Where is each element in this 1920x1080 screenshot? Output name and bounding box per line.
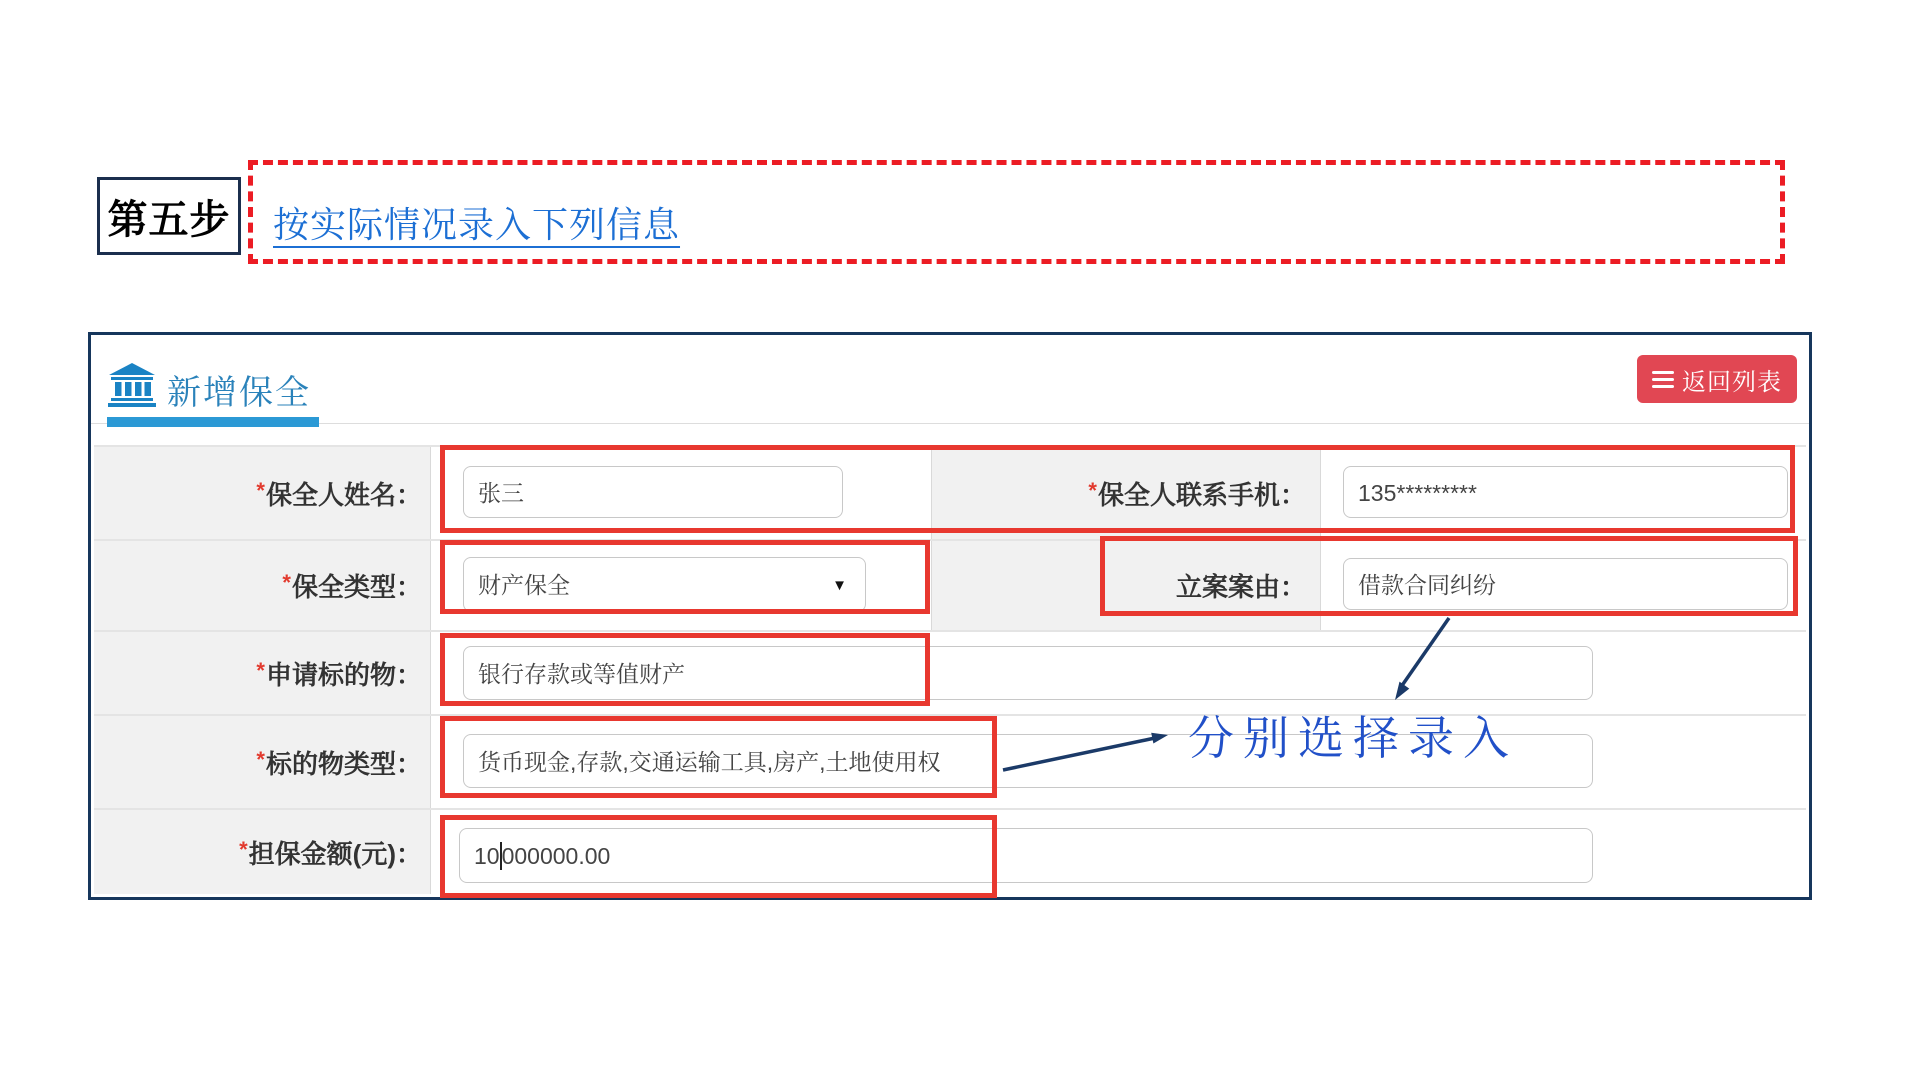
name-label: *保全人姓名：: [256, 477, 422, 510]
panel-header: [91, 335, 1809, 445]
row-subject-type: [94, 714, 1806, 808]
instruction-link[interactable]: 按实际情况录入下列信息: [273, 204, 681, 245]
panel-title: 新增保全: [167, 374, 311, 412]
name-input[interactable]: 张三: [463, 466, 843, 518]
row-amount: [94, 808, 1806, 894]
amount-label: *担保金额(元)：: [239, 836, 422, 869]
subject-input[interactable]: 银行存款或等值财产: [463, 646, 1593, 700]
type-select[interactable]: [463, 557, 866, 612]
subject-label: *申请标的物：: [256, 657, 422, 690]
step-label: 第五步: [107, 197, 231, 242]
required-star: *: [256, 477, 265, 503]
subject-type-label-cell: [94, 716, 431, 808]
step-box: [97, 177, 241, 255]
form-panel: [88, 332, 1812, 900]
subject-label-cell: [94, 632, 431, 714]
required-star: *: [1088, 477, 1097, 503]
list-icon: [1652, 371, 1674, 388]
header-divider: [91, 423, 1809, 424]
instruction-box: [248, 160, 1785, 264]
row-type-cause: [94, 539, 1806, 630]
amount-label-cell: [94, 810, 431, 894]
cause-label-cell: [931, 541, 1321, 630]
cause-label: 立案案由：: [1175, 572, 1306, 602]
phone-input[interactable]: 135*********: [1343, 466, 1788, 518]
type-label-cell: [94, 541, 431, 630]
phone-label-cell: [931, 447, 1321, 539]
cause-input[interactable]: 借款合同纠纷: [1343, 558, 1788, 610]
subject-type-label: *标的物类型：: [256, 746, 422, 779]
name-label-cell: [94, 447, 431, 539]
phone-label: *保全人联系手机：: [1088, 477, 1306, 510]
back-button-label: 返回列表: [1682, 368, 1782, 396]
bank-icon: [108, 363, 156, 407]
row-name-phone: [94, 445, 1806, 539]
type-label: *保全类型：: [282, 570, 422, 602]
subject-type-input[interactable]: 货币现金,存款,交通运输工具,房产,土地使用权: [463, 734, 1593, 788]
required-star: *: [256, 746, 265, 772]
amount-input[interactable]: 10000000.00: [459, 828, 1593, 883]
required-star: *: [256, 657, 265, 683]
row-subject: [94, 630, 1806, 714]
required-star: *: [282, 570, 291, 595]
required-star: *: [239, 836, 248, 862]
chevron-down-icon: ▼: [832, 577, 847, 594]
annotation-text: 分别选择录入: [1188, 711, 1518, 765]
title-underline: [107, 417, 319, 427]
back-button[interactable]: [1637, 355, 1797, 403]
type-select-value: 财产保全: [478, 572, 570, 598]
